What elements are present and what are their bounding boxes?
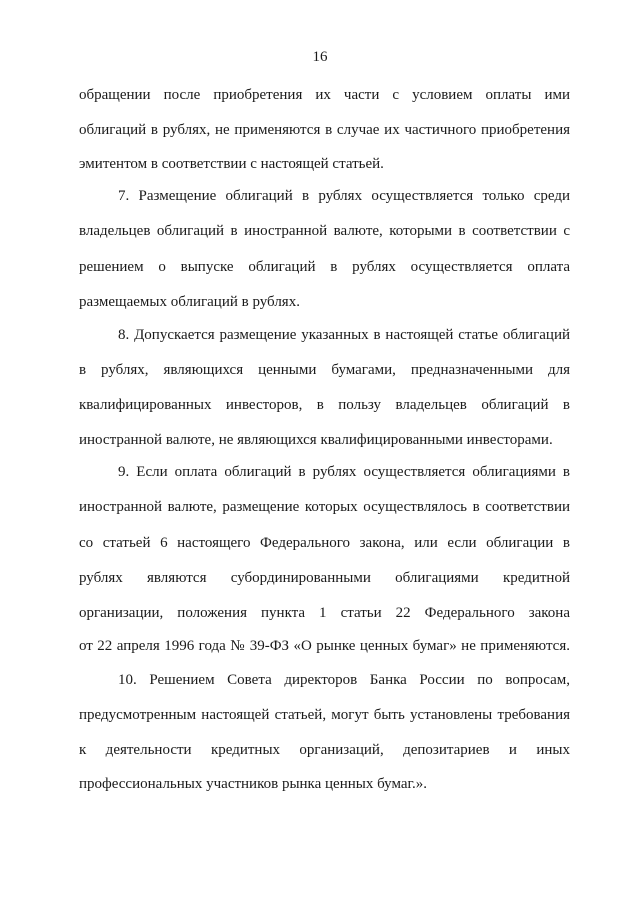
page-number: 16 [312, 49, 328, 65]
text-line: иностранной валюте, размещение которых осуществлялось в соответствии [79, 499, 570, 515]
text-line: организации, положения пункта 1 статьи 22 Федерального закона [79, 605, 570, 621]
text-line: предусмотренным настоящей статьей, могут быть установлены требования [79, 707, 570, 723]
text-line: решением о выпуске облигаций в рублях осуществляется оплата [79, 259, 570, 275]
text-line: 7. Размещение облигаций в рублях осуществляется только среди [118, 188, 570, 204]
text-line: к деятельности кредитных организаций, депозитариев и иных [79, 742, 570, 758]
text-line: от 22 апреля 1996 года № 39-ФЗ «О рынке ценных бумаг» не применяются. [79, 638, 570, 654]
text-line: 8. Допускается размещение указанных в настоящей статье облигаций [118, 327, 570, 343]
text-line: обращении после приобретения их части с условием оплаты ими [79, 87, 570, 103]
text-line: профессиональных участников рынка ценных бумаг.». [79, 776, 427, 792]
text-line: рублях являются субординированными облигациями кредитной [79, 570, 570, 586]
text-line: эмитентом в соответствии с настоящей статьей. [79, 156, 384, 172]
text-line: в рублях, являющихся ценными бумагами, предназначенными для [79, 362, 570, 378]
text-line: владельцев облигаций в иностранной валюте, которыми в соответствии с [79, 223, 570, 239]
text-line: 10. Решением Совета директоров Банка России по вопросам, [118, 672, 570, 688]
text-line: со статьей 6 настоящего Федерального закона, или если облигации в [79, 535, 570, 551]
text-line: иностранной валюте, не являющихся квалифицированными инвесторами. [79, 432, 553, 448]
text-line: размещаемых облигаций в рублях. [79, 294, 300, 310]
text-line: 9. Если оплата облигаций в рублях осуществляется облигациями в [118, 464, 570, 480]
text-line: облигаций в рублях, не применяются в случае их частичного приобретения [79, 122, 570, 138]
text-line: квалифицированных инвесторов, в пользу владельцев облигаций в [79, 397, 570, 413]
